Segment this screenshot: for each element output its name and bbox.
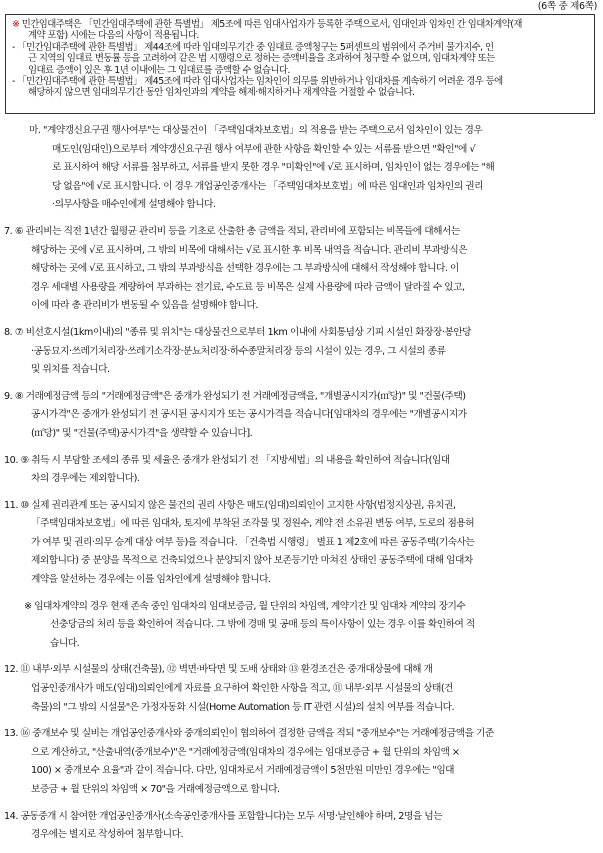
- instruction-line: 로 표시하여 해당 서류를 첨부하고, 서류를 받지 못한 경우 "미확인"에 √로 표시하며, 임차인이 없는 경우에는 "해: [52, 162, 495, 174]
- instruction-item: [4, 725, 598, 799]
- instruction-line: 공시가격"은 중개가 완성되기 전 공시된 공시지가 또는 공시가격을 적습니다[임대차의 경우에는 "개별공시지가: [31, 409, 467, 421]
- instruction-line: 100) × 중개보수 요율"과 같이 적습니다. 다만, 임대차로서 거래예정금액이 5천만원 미만인 경우에는 "임대: [31, 765, 455, 777]
- notice-line: [12, 65, 588, 76]
- instruction-line: 당 없음"에 √로 표시합니다. 이 경우 개업공인중개사는 「주택임대차보호법」에 따른 임대인과 임차인의 권리: [52, 180, 483, 192]
- instruction-line: 「주택임대차보호법」에 따른 임대차, 토지에 부착된 조각물 및 정원수, 계약 전 소유권 변동 여부, 도로의 점용허: [31, 518, 475, 530]
- notice-line: [12, 53, 588, 64]
- instruction-line: 가 여부 및 권리·의무 승계 대상 여부 등)을 적습니다. 「건축법 시행령」 별표 1 제2호에 따른 공동주택(기숙사는: [31, 536, 475, 548]
- instruction-line: 계약을 알선하는 경우에는 이를 임차인에게 설명해야 합니다.: [31, 574, 271, 586]
- instruction-item: [4, 497, 598, 590]
- instruction-line: 마. "계약갱신요구권 행사여부"는 대상물건이 「주택임대차보호법」의 적용을 받는 주택으로서 임차인이 있는 경우: [29, 125, 483, 136]
- page-number: (6쪽 중 제6쪽): [537, 1, 597, 12]
- instruction-line: 보증금 + 월 단위의 차임액 × 70"을 거래예정금액으로 합니다.: [31, 784, 280, 795]
- notice-text: 해당하지 않으면 임대의무기간 동안 임차인과의 계약을 해제·해지하거나 재계약을 거절할 수 없습니다.: [28, 87, 415, 99]
- instruction-line: 경우 세대별 사용량을 계량하여 부과하는 전기료, 수도료 등 비목은 실제 사용량에 따라 금액이 달라질 수 있고,: [31, 281, 465, 293]
- instruction-item: [4, 661, 598, 717]
- notice-text: 계약 포함) 시에는 다음의 사항이 적용됩니다.: [28, 30, 199, 42]
- instruction-line: 매도인(임대인)으로부터 계약갱신요구권 행사 여부에 관한 사항을 확인할 수 있는 서류를 받으면 "확인"에 √: [52, 143, 476, 155]
- instruction-item: [4, 324, 598, 380]
- instruction-item: [4, 122, 598, 215]
- instruction-line: 9. ⑧ 거래예정금액 등의 "거래예정금액"은 중개가 완성되기 전 거래예정금액을, "개별공시지가(㎡당)" 및 "건물(주택): [4, 390, 466, 402]
- notice-line: [12, 42, 588, 53]
- instruction-line: 습니다.: [50, 637, 80, 649]
- instruction-line: 해당하는 곳에 √로 표시하고, 그 밖의 부과방식을 선택한 경우에는 그 부과방식에 대해서 작성해야 합니다. 이: [31, 263, 459, 275]
- instruction-line: 8. ⑦ 비선호시설(1km이내)의 "종류 및 위치"는 대상물건으로부터 1km 이내에 사회통념상 기피 시설인 화장장·봉안당: [4, 326, 472, 338]
- notice-text: 민간임대주택은 「민간임대주택에 관한 특별법」 제5조에 따른 임대사업자가 등록한 주택으로서, 임대인과 임차인 간 임대차계약(재: [19, 19, 522, 30]
- instruction-line: (㎡당)" 및 "건물(주택)공시가격"을 생략할 수 있습니다].: [31, 427, 253, 439]
- instruction-item: [4, 808, 598, 845]
- instruction-line: 10. ⑨ 취득 시 부담할 조세의 종류 및 세율은 중개가 완성되기 전 「지방세법」의 내용을 확인하여 적습니다(임대: [4, 454, 450, 466]
- notice-text: 근 지역의 임대료 변동률 등을 고려하여 같은 법 시행령으로 정하는 증액비율을 초과하여 청구할 수 없으며, 임대차계약 또는: [28, 53, 495, 65]
- instruction-line: 축물)의 "그 밖의 시설물"은 가정자동화 시설(Home Automation 등 IT 관련 시설)의 설치 여부를 적습니다.: [31, 701, 455, 713]
- instruction-line: ·공동묘지·쓰레기처리장·쓰레기소각장·분뇨처리장·하수종말처리장 등의 시설이 있는 경우, 그 시설의 종류: [31, 345, 446, 357]
- instruction-line: 및 위치를 적습니다.: [31, 364, 110, 376]
- notice-text: - 「민간임대주택에 관한 특별법」 제45조에 따라 임대사업자는 임차인이 의무를 위반하거나 임대차를 계속하기 어려운 경우 등에: [12, 76, 503, 88]
- instruction-line: 이에 따라 총 관리비가 변동될 수 있음을 설명해야 합니다.: [31, 300, 258, 312]
- instruction-line: 업공인중개사가 매도(임대)의뢰인에게 자료를 요구하여 확인한 사항을 적고, ⑪ 내부·외부 시설물의 상태(건: [31, 683, 454, 695]
- instruction-item: [4, 452, 598, 489]
- notice-text: 임대료 증액이 있은 후 1년 이내에는 그 임대료를 증액할 수 없습니다.: [28, 64, 290, 76]
- instruction-line: 13. ⑯ 중개보수 및 실비는 개업공인중개사와 중개의뢰인이 협의하여 결정한 금액을 적되 "중개보수"는 거래예정금액을 기준: [4, 728, 494, 740]
- notice-text: - 「민간임대주택에 관한 특별법」 제44조에 따라 임대의무기간 중 임대료 증액청구는 5퍼센트의 범위에서 주거비 물가지수, 인: [12, 41, 494, 53]
- instruction-line: 선충당금의 처리 등을 확인하여 적습니다. 그 밖에 경매 및 공매 등의 특이사항이 있는 경우 이를 확인하여 적: [50, 619, 475, 631]
- instruction-line: 제외합니다) 중 분양을 목적으로 건축되었으나 분양되지 않아 보존등기만 마쳐진 상태인 공동주택에 대해 임대차: [31, 555, 473, 567]
- notice-mark: ※: [12, 19, 20, 30]
- notice-line: [12, 19, 588, 30]
- notice-line: [12, 87, 588, 98]
- instruction-line: ·의무사항을 매수인에게 설명해야 합니다.: [52, 199, 216, 211]
- instruction-line: 해당하는 곳에 √로 표시하며, 그 밖의 비목에 대해서는 √로 표시한 후 비목 내역을 적습니다. 관리비 부과방식은: [31, 244, 468, 256]
- notice-box: [5, 14, 595, 114]
- instruction-item: [4, 388, 598, 444]
- instruction-list: [4, 122, 598, 853]
- instruction-line: 경우에는 별지로 작성하여 첨부합니다.: [31, 829, 184, 841]
- instruction-line: 7. ⑥ 관리비는 직전 1년간 월평균 관리비 등을 기초로 산출한 총 금액을 적되, 관리비에 포함되는 비목들에 대해서는: [4, 225, 460, 237]
- instruction-line: ※ 임대차계약의 경우 현재 존속 중인 임대차의 임대보증금, 월 단위의 차임액, 계약기간 및 임대차 계약의 장기수: [24, 600, 466, 612]
- instruction-item: [4, 598, 598, 654]
- instruction-line: 차의 경우에는 제외합니다).: [31, 473, 140, 485]
- instruction-item: [4, 223, 598, 316]
- instruction-line: 14. 공동중개 시 참여한 개업공인중개사(소속공인중개사를 포함합니다)는 모두 서명·날인해야 하며, 2명을 넘는: [4, 810, 442, 822]
- notice-line: [12, 30, 588, 41]
- instruction-line: 으로 계산하고, "산출내역(중개보수)"은 "거래예정금액(임대차의 경우에는 임대보증금 + 월 단위의 차임액 ×: [31, 746, 460, 758]
- instruction-line: 12. ⑪ 내부·외부 시설물의 상태(건축물), ⑫ 벽면·바닥면 및 도배 상태와 ⑬ 환경조건은 중개대상물에 대해 개: [4, 664, 433, 676]
- notice-line: [12, 76, 588, 87]
- instruction-line: 11. ⑩ 실제 권리관계 또는 공시되지 않은 물건의 권리 사항은 매도(임대)의뢰인이 고지한 사항(법정지상권, 유치권,: [4, 499, 456, 511]
